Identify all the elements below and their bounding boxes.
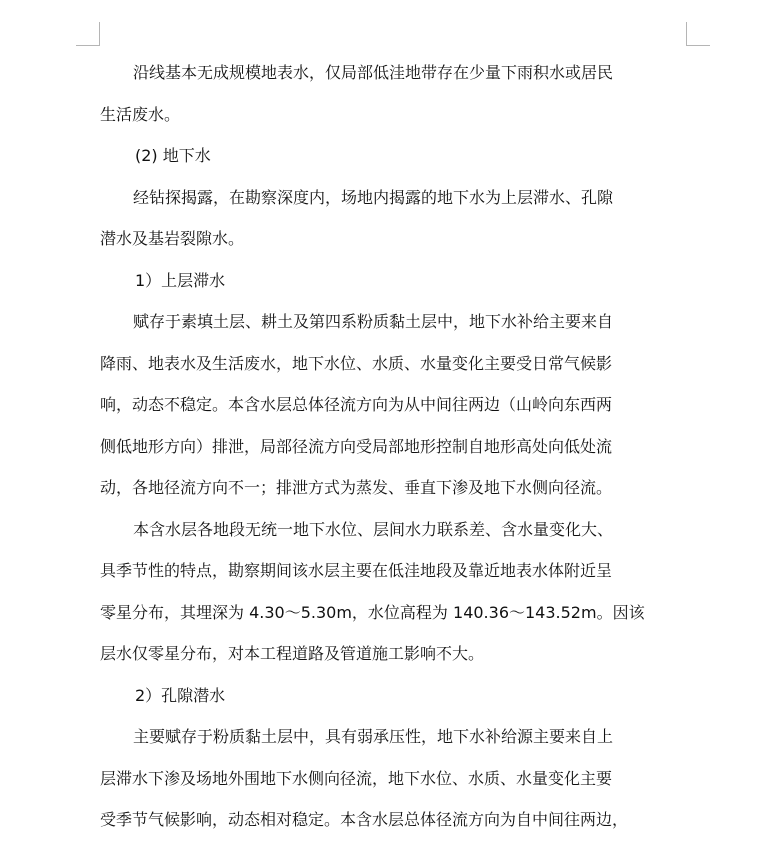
section-heading: 1）上层滞水: [135, 270, 226, 290]
text-line: 动，各地径流方向不一；排泄方式为蒸发、垂直下渗及地下水侧向径流。: [100, 478, 613, 497]
text-line: 经钻探揭露，在勘察深度内，场地内揭露的地下水为上层滞水、孔隙: [133, 187, 614, 207]
text-line: 本含水层各地段无统一地下水位、层间水力联系差、含水量变化大、: [133, 519, 614, 539]
text-line: 具季节性的特点，勘察期间该水层主要在低洼地段及靠近地表水体附近呈: [100, 561, 613, 580]
text-line: 零星分布，其埋深为 4.30～5.30m，水位高程为 140.36～143.52m。因该: [100, 602, 645, 622]
body-paragraph: [100, 177, 690, 260]
body-paragraph: [100, 301, 690, 509]
section-heading: (2) 地下水: [135, 146, 211, 165]
body-paragraph: [100, 509, 690, 675]
page-corner-mark-top-left: [76, 22, 100, 46]
text-line: 主要赋存于粉质黏土层中，具有弱承压性，地下水补给源主要来自上: [133, 727, 614, 746]
document-body: [100, 52, 690, 841]
text-line: 沿线基本无成规模地表水，仅局部低洼地带存在少量下雨积水或居民: [133, 63, 614, 82]
section-heading: 2）孔隙潜水: [135, 685, 226, 705]
text-line: 受季节气候影响，动态相对稳定。本含水层总体径流方向为自中间往两边，: [100, 810, 629, 829]
text-line: 响，动态不稳定。本含水层总体径流方向为从中间往两边（山岭向东西两: [100, 395, 613, 414]
body-paragraph: [100, 716, 690, 841]
text-line: 生活废水。: [100, 104, 181, 124]
text-line: 赋存于素填土层、耕土及第四系粉质黏土层中，地下水补给主要来自: [133, 312, 614, 331]
text-line: 层水仅零星分布，对本工程道路及管道施工影响不大。: [100, 644, 485, 663]
text-line: 侧低地形方向）排泄，局部径流方向受局部地形控制自地形高处向低处流: [100, 436, 613, 456]
text-line: 潜水及基岩裂隙水。: [100, 229, 245, 248]
text-line: 降雨、地表水及生活废水，地下水位、水质、水量变化主要受日常气候影: [100, 353, 613, 373]
body-paragraph: [100, 52, 690, 135]
text-line: 层滞水下渗及场地外围地下水侧向径流，地下水位、水质、水量变化主要: [100, 768, 613, 788]
page-corner-mark-top-right: [686, 22, 710, 46]
